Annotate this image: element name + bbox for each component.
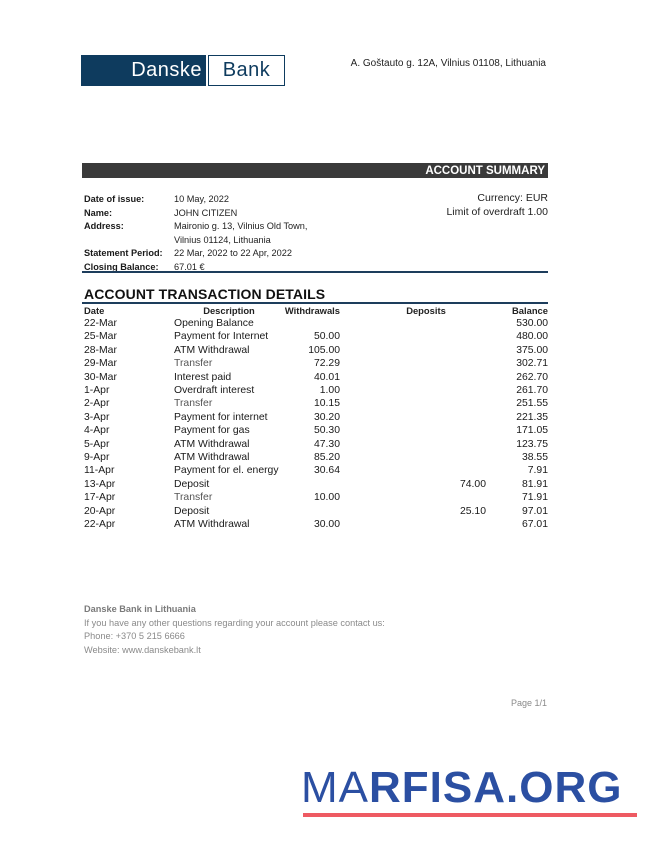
cell-balance: 67.01 [521,519,548,531]
info-value: 22 Mar, 2022 to 22 Apr, 2022 [174,248,292,258]
info-row-address-cont [84,234,307,248]
cell-balance: 262.70 [516,371,548,383]
cell-deposit [340,464,486,477]
cell-withdrawal: 30.20 [313,411,340,423]
cell-balance: 171.05 [516,425,548,437]
cell-date: 4-Apr [84,425,110,437]
cell-withdrawal: 10.00 [313,492,340,504]
cell-date: 17-Apr [84,492,116,504]
cell-withdrawal: 85.20 [313,452,340,464]
cell-withdrawal: 50.30 [313,425,340,437]
cell-deposit [340,491,486,504]
info-row-address [84,220,307,234]
cell-description: Interest paid [174,371,232,383]
table-row [84,397,548,410]
cell-deposit [340,384,486,397]
cell-date: 22-Apr [84,519,116,531]
cell-deposit [340,411,486,424]
cell-date: 9-Apr [84,452,110,464]
table-row [84,505,548,518]
cell-withdrawal: 47.30 [313,438,340,450]
transaction-details-title: ACCOUNT TRANSACTION DETAILS [84,286,326,302]
col-deposits: Deposits [406,305,446,316]
footer-phone: Phone: +370 5 215 6666 [84,631,185,642]
cell-deposit [340,357,486,370]
watermark-bold: RFISA.ORG [369,763,623,812]
cell-deposit [340,518,486,531]
cell-description: Opening Balance [174,318,254,329]
cell-description: ATM Withdrawal [174,438,250,450]
cell-description: Payment for gas [174,425,250,437]
cell-deposit [340,344,486,357]
cell-date: 5-Apr [84,438,110,450]
cell-withdrawal [284,317,340,330]
transactions-table [84,304,548,532]
cell-description: Payment for Internet [174,331,269,343]
account-currency-info [446,191,548,219]
info-label: Closing Balance: [84,261,159,272]
col-withdrawals: Withdrawals [284,305,340,316]
cell-withdrawal: 30.00 [313,519,340,531]
cell-balance: 97.01 [521,505,548,517]
table-row [84,330,548,343]
info-value: Vilnius 01124, Lithuania [174,234,271,245]
cell-deposit: 25.10 [459,505,486,517]
info-value: Maironio g. 13, Vilnius Old Town, [174,221,308,231]
footer-contact-line: If you have any other questions regarding your account please contact us: [84,617,385,628]
info-value: 67.01 € [174,261,205,272]
cell-date: 28-Mar [84,344,117,356]
account-summary-title: ACCOUNT SUMMARY [425,165,545,177]
cell-description: Overdraft interest [174,385,255,397]
cell-withdrawal: 105.00 [308,344,340,356]
cell-deposit [340,317,486,330]
cell-deposit [340,330,486,343]
table-row [84,357,548,370]
info-value: JOHN CITIZEN [174,207,238,218]
table-row [84,384,548,397]
info-value: 10 May, 2022 [174,194,229,204]
table-row [84,344,548,357]
cell-balance: 530.00 [516,318,548,329]
info-row-date-of-issue [84,193,307,207]
cell-withdrawal: 72.29 [313,358,340,370]
account-summary-bar [82,163,548,178]
cell-description: ATM Withdrawal [174,519,250,531]
table-row [84,438,548,451]
cell-deposit [340,438,486,451]
cell-description: Deposit [174,505,210,517]
table-row [84,317,548,330]
cell-description: ATM Withdrawal [174,344,250,356]
cell-date: 22-Mar [84,318,117,329]
cell-balance: 7.91 [527,465,548,477]
cell-deposit [340,424,486,437]
cell-withdrawal: 50.00 [313,331,340,343]
cell-balance: 375.00 [516,344,548,356]
cell-withdrawal: 40.01 [313,371,340,383]
cell-date: 30-Mar [84,371,117,383]
table-row [84,464,548,477]
cell-description: Transfer [174,398,213,410]
table-row [84,518,548,531]
cell-balance: 221.35 [516,411,548,423]
cell-withdrawal: 30.64 [313,465,340,477]
cell-balance: 480.00 [516,331,548,343]
cell-balance: 123.75 [516,438,548,450]
info-row-name [84,207,307,221]
cell-balance: 71.91 [521,492,548,504]
cell-deposit: 74.00 [459,478,486,490]
info-label: Statement Period: [84,248,163,258]
cell-withdrawal [284,505,340,518]
page-number: Page 1/1 [510,698,547,708]
danske-bank-logo [81,55,285,86]
footer-title: Danske Bank in Lithuania [84,604,196,614]
table-row [84,478,548,491]
col-balance: Balance [512,305,548,316]
cell-description: Payment for internet [174,411,268,423]
cell-date: 3-Apr [84,411,110,423]
cell-date: 1-Apr [84,385,110,397]
cell-withdrawal: 10.15 [313,398,340,410]
info-label [84,234,174,248]
table-row [84,411,548,424]
cell-description: Transfer [174,358,213,370]
divider [82,271,548,273]
table-row [84,424,548,437]
table-row [84,491,548,504]
cell-date: 25-Mar [84,331,117,343]
table-header-row [84,304,548,317]
currency: Currency: EUR [477,192,548,204]
cell-description: ATM Withdrawal [174,452,250,464]
cell-description: Payment for el. energy [174,465,279,477]
bank-address: A. Goštauto g. 12A, Vilnius 01108, Lithuania [350,58,546,69]
watermark-underline [303,813,637,817]
info-label: Address: [84,221,124,231]
table-row [84,371,548,384]
cell-balance: 251.55 [516,398,548,410]
table-row [84,451,548,464]
footer-contact [84,603,385,657]
cell-balance: 261.70 [516,385,548,397]
watermark-thin: MA [301,763,369,812]
cell-deposit [340,451,486,464]
cell-description: Deposit [174,478,210,490]
overdraft-limit: Limit of overdraft 1.00 [446,206,548,218]
col-description: Description [203,305,255,316]
info-label: Date of issue: [84,194,145,204]
cell-date: 2-Apr [84,398,110,410]
cell-deposit [340,397,486,410]
info-label: Name: [84,207,113,218]
cell-date: 29-Mar [84,358,117,370]
cell-deposit [340,371,486,384]
cell-balance: 81.91 [521,478,548,490]
cell-balance: 38.55 [521,452,548,464]
cell-date: 20-Apr [84,505,116,517]
col-date: Date [84,305,105,316]
cell-date: 11-Apr [84,465,115,477]
cell-balance: 302.71 [516,358,548,370]
info-row-statement-period [84,247,307,261]
logo-danske: Danske [81,55,206,86]
marfisa-watermark [301,763,622,813]
cell-date: 13-Apr [84,478,116,490]
cell-withdrawal [284,478,340,491]
footer-website: Website: www.danskebank.lt [84,644,201,655]
cell-description: Transfer [174,492,213,504]
logo-bank: Bank [208,55,285,86]
account-info [84,193,307,274]
cell-withdrawal: 1.00 [319,385,340,397]
